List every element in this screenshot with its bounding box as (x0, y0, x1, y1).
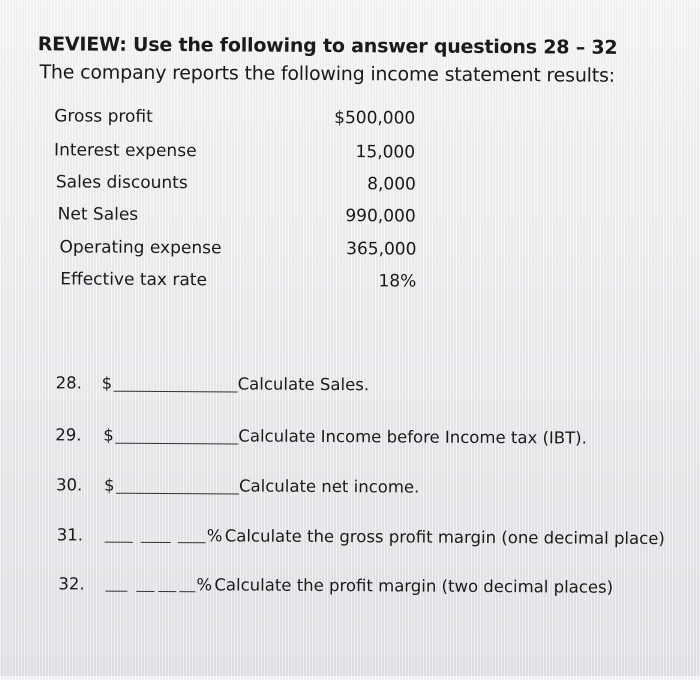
question-number: 32. (58, 574, 85, 594)
item-value: 365,000 (346, 239, 417, 260)
answer-blank[interactable] (105, 542, 133, 543)
review-heading: REVIEW: Use the following to answer questions 28 – 32 (37, 33, 618, 59)
question-prompt: Calculate Income before Income tax (IBT). (238, 426, 587, 448)
answer-blank[interactable] (141, 542, 171, 543)
item-label: Sales discounts (55, 172, 188, 194)
answer-blank[interactable] (115, 443, 238, 445)
item-value: 990,000 (345, 206, 416, 227)
item-value: $500,000 (334, 108, 416, 129)
item-label: Operating expense (59, 237, 222, 259)
answer-blank[interactable] (136, 591, 154, 592)
list-item (54, 172, 419, 198)
item-label: Net Sales (57, 204, 139, 225)
currency-symbol: $ (103, 425, 114, 445)
answer-blank[interactable] (105, 591, 127, 592)
currency-symbol: $ (103, 475, 115, 495)
list-item (54, 140, 419, 166)
answer-blank[interactable] (158, 591, 176, 592)
question-number: 28. (55, 373, 82, 393)
percent-symbol: % (206, 526, 223, 546)
answer-blank[interactable] (178, 542, 206, 543)
question-number: 31. (56, 525, 84, 545)
question-number: 30. (55, 475, 83, 495)
list-item (53, 237, 418, 263)
item-label: Gross profit (54, 106, 153, 127)
list-item (54, 204, 419, 230)
answer-blank[interactable] (116, 493, 239, 495)
question-number: 29. (55, 425, 82, 445)
question-prompt: Calculate net income. (238, 476, 420, 497)
item-label: Effective tax rate (60, 269, 208, 291)
answer-blank[interactable] (179, 591, 195, 592)
currency-symbol: $ (101, 373, 113, 393)
item-label: Interest expense (54, 140, 197, 162)
question-prompt: Calculate the profit margin (two decimal places) (214, 575, 614, 597)
question-prompt: Calculate Sales. (237, 374, 370, 395)
item-value: 8,000 (367, 174, 416, 195)
list-item (53, 269, 418, 295)
review-subheading: The company reports the following income statement results: (39, 61, 615, 87)
percent-symbol: % (196, 575, 213, 595)
question-prompt: Calculate the gross profit margin (one decimal place) (224, 526, 665, 549)
item-value: 15,000 (355, 142, 416, 163)
item-value: 18% (378, 271, 417, 292)
list-item (54, 106, 419, 132)
answer-blank[interactable] (114, 391, 238, 393)
